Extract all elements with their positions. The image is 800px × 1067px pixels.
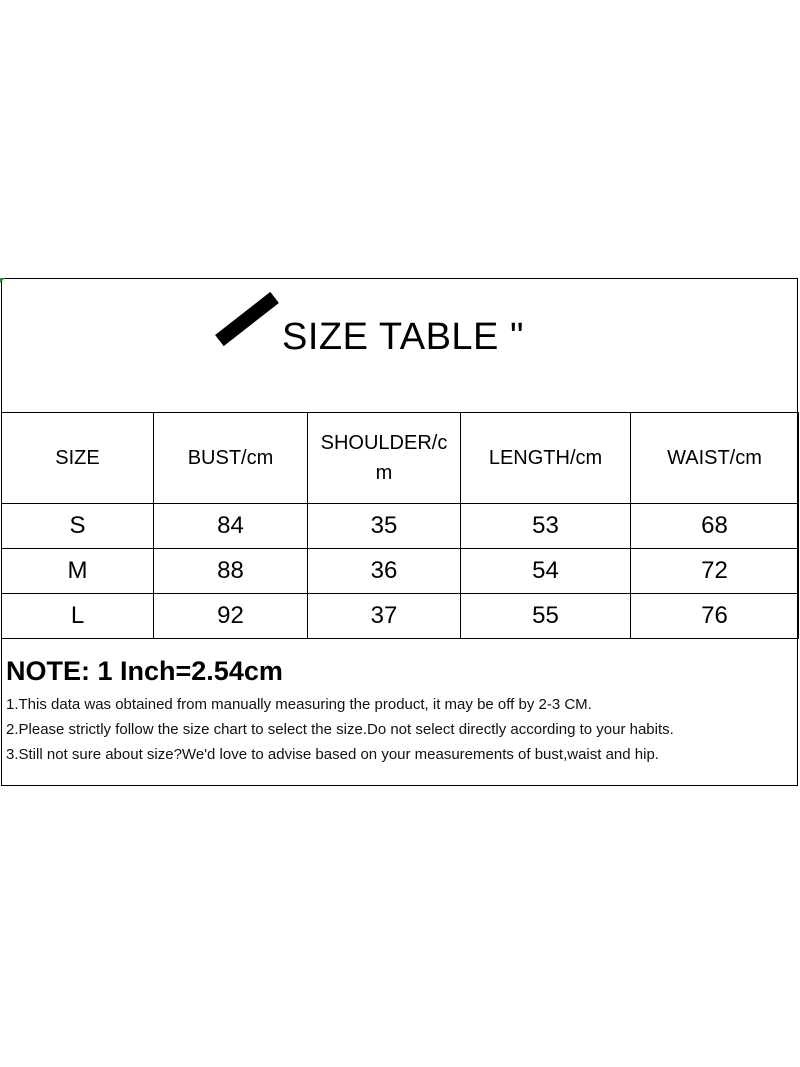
column-header-bust: BUST/cm	[154, 413, 308, 504]
note-line-1: 1.This data was obtained from manually measuring the product, it may be off by 2-3 CM.	[6, 696, 592, 713]
table-row	[2, 504, 799, 549]
cell-shoulder: 36	[308, 549, 461, 594]
column-header-shoulder-label: SHOULDER/c m	[320, 432, 448, 484]
note-line-3: 3.Still not sure about size?We'd love to advise based on your measurements of bust,waist and hip.	[6, 746, 659, 763]
table-row	[2, 594, 799, 639]
cell-waist: 76	[631, 594, 799, 639]
table-header-row	[2, 413, 799, 504]
column-header-shoulder	[308, 413, 461, 504]
cell-waist: 72	[631, 549, 799, 594]
corner-mark-icon	[0, 278, 5, 283]
cell-size: M	[2, 549, 154, 594]
cell-length: 54	[461, 549, 631, 594]
cell-shoulder: 37	[308, 594, 461, 639]
cell-size: S	[2, 504, 154, 549]
table-row	[2, 549, 799, 594]
cell-size: L	[2, 594, 154, 639]
note-title: NOTE: 1 Inch=2.54cm	[6, 656, 283, 686]
size-table	[1, 412, 799, 639]
page-title: SIZE TABLE "	[282, 316, 524, 358]
cell-length: 53	[461, 504, 631, 549]
cell-bust: 92	[154, 594, 308, 639]
cell-bust: 88	[154, 549, 308, 594]
column-header-size: SIZE	[2, 413, 154, 504]
column-header-length: LENGTH/cm	[461, 413, 631, 504]
cell-length: 55	[461, 594, 631, 639]
note-line-2: 2.Please strictly follow the size chart to select the size.Do not select directly according to your habits.	[6, 721, 674, 738]
cell-waist: 68	[631, 504, 799, 549]
cell-shoulder: 35	[308, 504, 461, 549]
column-header-waist: WAIST/cm	[631, 413, 799, 504]
cell-bust: 84	[154, 504, 308, 549]
